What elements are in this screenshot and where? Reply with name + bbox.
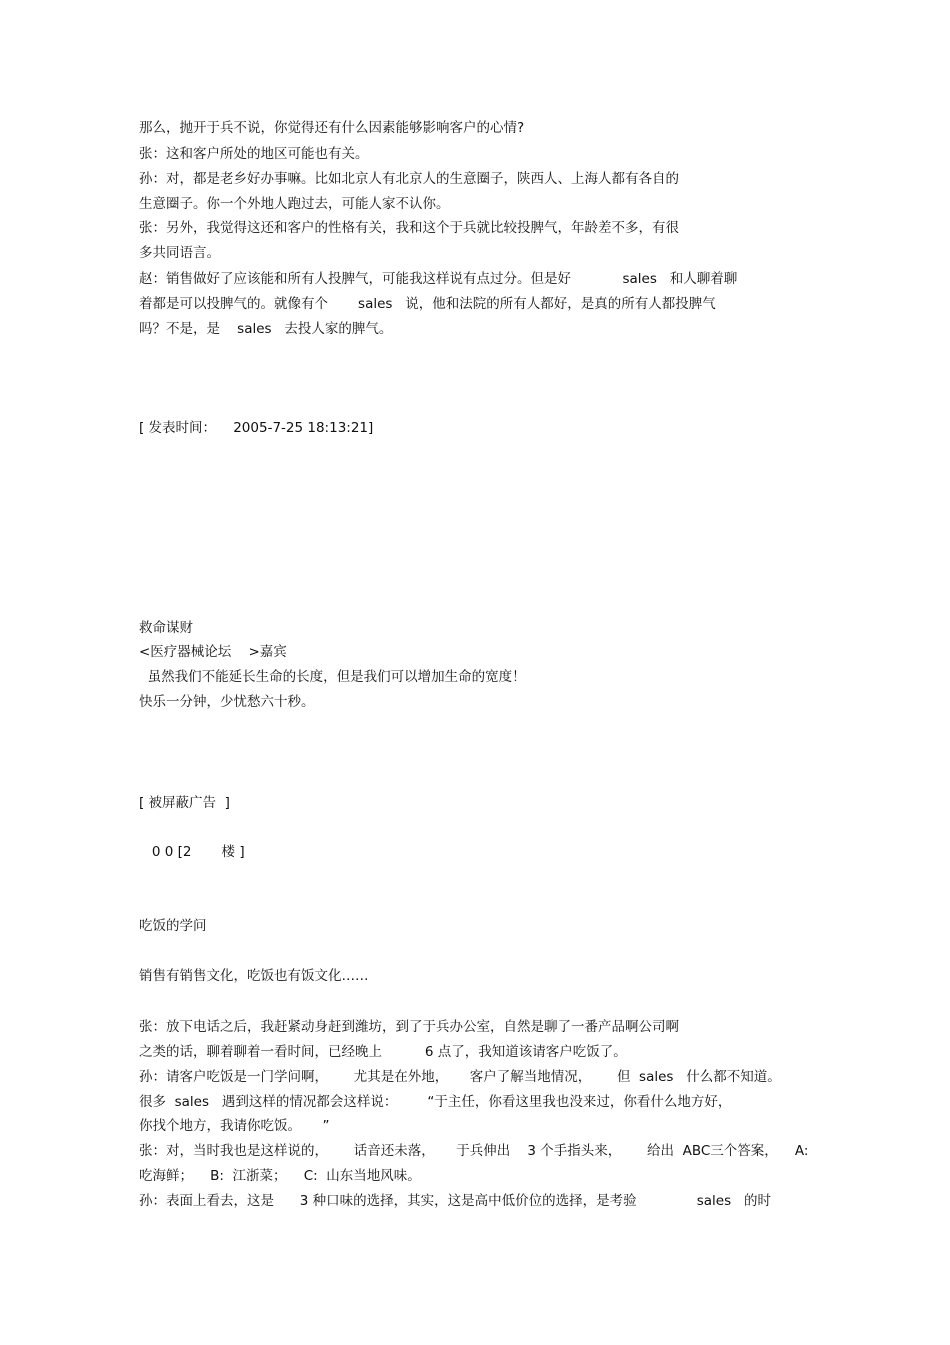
paragraph-line: 孙：表面上看去，这是 3 种口味的选择，其实，这是高中低价位的选择，是考验 sales 的时 xyxy=(139,1193,771,1209)
paragraph-line: 那么，抛开于兵不说，你觉得还有什么因素能够影响客户的心情? xyxy=(139,120,525,136)
paragraph-line: 张：放下电话之后，我赶紧动身赶到潍坊，到了于兵办公室，自然是聊了一番产品啊公司啊 xyxy=(139,1019,679,1035)
paragraph-line: 很多 sales 遇到这样的情况都会这样说： “于主任，你看这里我也没来过，你看什么地方好， xyxy=(139,1094,732,1110)
paragraph-line: 多共同语言。 xyxy=(139,245,220,261)
paragraph-line: 之类的话，聊着聊着一看时间，已经晚上 6 点了，我知道该请客户吃饭了。 xyxy=(139,1044,627,1060)
paragraph-line: 生意圈子。你一个外地人跑过去，可能人家不认你。 xyxy=(139,196,450,212)
section-intro: 销售有销售文化，吃饭也有饭文化…… xyxy=(139,968,369,984)
signature-name: 救命谋财 xyxy=(139,620,193,636)
signature-motto: 快乐一分钟，少忧愁六十秒。 xyxy=(139,694,315,710)
floor-label: 0 0 [2 楼 ] xyxy=(139,844,245,860)
paragraph-line: 张：对，当时我也是这样说的， 话音还未落， 于兵伸出 3 个手指头来， 给出 ABC三个答案， A: xyxy=(139,1143,809,1159)
paragraph-line: 吗？不是，是 sales 去投人家的脾气。 xyxy=(139,321,393,337)
section-title: 吃饭的学问 xyxy=(139,918,207,934)
paragraph-line: 张：另外，我觉得这还和客户的性格有关，我和这个于兵就比较投脾气，年龄差不多，有很 xyxy=(139,220,679,236)
paragraph-line: 吃海鲜； B: 江浙菜； C: 山东当地风味。 xyxy=(139,1168,421,1184)
paragraph-line: 赵：销售做好了应该能和所有人投脾气，可能我这样说有点过分。但是好 sales 和人聊着聊 xyxy=(139,271,738,287)
paragraph-line: 你找个地方，我请你吃饭。 ” xyxy=(139,1118,330,1134)
post-time: [ 发表时间： 2005-7-25 18:13:21] xyxy=(139,420,374,436)
paragraph-line: 孙：请客户吃饭是一门学问啊， 尤其是在外地， 客户了解当地情况， 但 sales 什么都不知道。 xyxy=(139,1069,781,1085)
signature-motto: 虽然我们不能延长生命的长度，但是我们可以增加生命的宽度！ xyxy=(139,669,526,685)
paragraph-line: 孙：对，都是老乡好办事嘛。比如北京人有北京人的生意圈子，陕西人、上海人都有各自的 xyxy=(139,171,679,187)
signature-forum: <医疗器械论坛 >嘉宾 xyxy=(139,644,287,660)
paragraph-line: 张：这和客户所处的地区可能也有关。 xyxy=(139,146,369,162)
paragraph-line: 着都是可以投脾气的。就像有个 sales 说，他和法院的所有人都好，是真的所有人都投脾气 xyxy=(139,296,716,312)
ad-notice: [ 被屏蔽广告 ] xyxy=(139,795,230,811)
